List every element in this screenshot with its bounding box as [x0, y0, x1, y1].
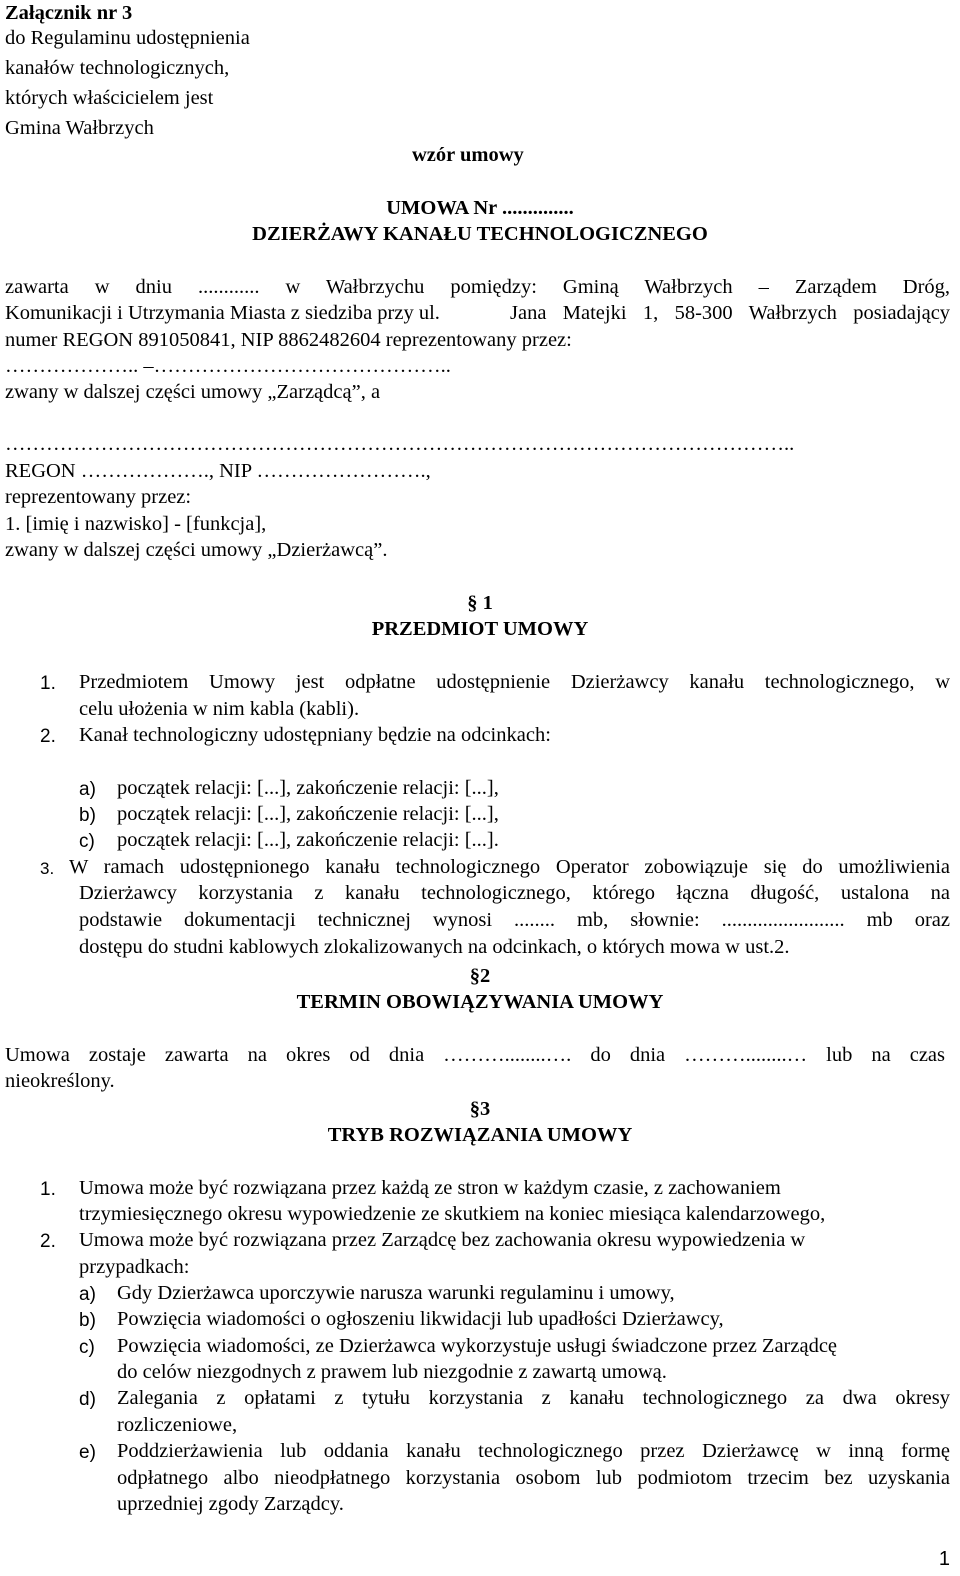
section3-item1-line2: trzymiesięcznego okresu wypowiedzenie ze skutkiem na koniec miesiąca kalendarzowego, — [79, 1203, 826, 1225]
list-number: 2. — [40, 1231, 56, 1252]
list-item: Powzięcia wiadomości, ze Dzierżawca wykorzystuje usługi świadczone przez Zarządcę — [117, 1335, 838, 1357]
section1-number: § 1 — [467, 592, 493, 614]
section3-item1-line1: Umowa może być rozwiązana przez każdą ze stron w każdym czasie, z zachowaniem — [79, 1177, 781, 1199]
page-number: 1 — [938, 1548, 950, 1570]
section3-title: TRYB ROZWIĄZANIA UMOWY — [327, 1124, 633, 1146]
header-line: kanałów technologicznych, — [5, 57, 230, 79]
intro-line5: zwany w dalszej części umowy „Zarządcą”, a — [5, 381, 381, 403]
list-number: 1. — [40, 1179, 56, 1200]
list-letter: b) — [79, 805, 96, 826]
list-number: 3. — [40, 859, 55, 878]
section1-title: PRZEDMIOT UMOWY — [371, 618, 589, 640]
list-item: Poddzierżawienia lub oddania kanału technologicznego przez Dzierżawcę w inną formę — [117, 1440, 950, 1462]
list-item: uprzedniej zgody Zarządcy. — [117, 1493, 344, 1515]
template-label: wzór umowy — [412, 144, 524, 166]
list-item: odpłatnego albo nieodpłatnego korzystania osobom lub podmiotom trzecim bez uzyskania — [117, 1467, 950, 1489]
intro-line2-right: Jana Matejki 1, 58-300 Wałbrzych posiadający — [510, 302, 951, 324]
contract-title-line1: UMOWA Nr .............. — [386, 197, 574, 219]
section1-item3-line3: podstawie dokumentacji technicznej wynosi ........ mb, słownie: ........................ mb oraz — [79, 909, 950, 931]
list-item: początek relacji: [...], zakończenie relacji: [...]. — [117, 829, 499, 851]
section1-item1-line2: celu ułożenia w nim kabla (kabli). — [79, 698, 360, 720]
list-number: 1. — [40, 673, 56, 694]
section1-item3-line1: W ramach udostępnionego kanału technologicznego Operator zobowiązuje się do umożliwienia — [69, 856, 950, 878]
list-item: Zalegania z opłatami z tytułu korzystania z kanału technologicznego za dwa okresy — [117, 1387, 950, 1409]
section3-item2-line2: przypadkach: — [79, 1256, 190, 1278]
list-item: początek relacji: [...], zakończenie relacji: [...], — [117, 803, 499, 825]
list-item: do celów niezgodnych z prawem lub niezgodnie z zawartą umową. — [117, 1361, 667, 1383]
intro-line3: numer REGON 891050841, NIP 8862482604 reprezentowany przez: — [5, 329, 572, 351]
section1-item1-line1: Przedmiotem Umowy jest odpłatne udostępnienie Dzierżawcy kanału technologicznego, w — [79, 671, 950, 693]
header-line: do Regulaminu udostępnienia — [5, 27, 250, 49]
section3-item2-line1: Umowa może być rozwiązana przez Zarządcę bez zachowania okresu wypowiedzenia w — [79, 1229, 806, 1251]
intro-line2: Komunikacji i Utrzymania Miasta z siedziba przy ul. — [5, 302, 440, 324]
list-item: początek relacji: [...], zakończenie relacji: [...], — [117, 777, 499, 799]
tenant-represented: reprezentowany przez: — [5, 486, 192, 508]
list-item: rozliczeniowe, — [117, 1414, 238, 1436]
section2-number: §2 — [469, 965, 491, 987]
section2-line1: Umowa zostaje zawarta na okres od dnia ………........…. do dnia ………........… lub na czas — [5, 1044, 945, 1066]
section3-number: §3 — [469, 1098, 491, 1120]
contract-title-line2: DZIERŻAWY KANAŁU TECHNOLOGICZNEGO — [252, 223, 708, 245]
list-letter: a) — [79, 779, 96, 800]
tenant-person: 1. [imię i nazwisko] - [funkcja], — [5, 513, 267, 535]
section1-item3-line4: dostępu do studni kablowych zlokalizowanych na odcinkach, o których mowa w ust.2. — [79, 936, 790, 958]
header-line: Gmina Wałbrzych — [5, 117, 154, 139]
header-line: których właścicielem jest — [5, 87, 214, 109]
list-item: Gdy Dzierżawca uporczywie narusza warunki regulaminu i umowy, — [117, 1282, 675, 1304]
attachment-title: Załącznik nr 3 — [5, 2, 133, 24]
list-letter: c) — [79, 1337, 95, 1358]
list-letter: e) — [79, 1442, 96, 1463]
section2-title: TERMIN OBOWIĄZYWANIA UMOWY — [296, 991, 664, 1013]
tenant-dots-line: …………………………………………………………………………………………………….. — [5, 433, 795, 455]
list-number: 2. — [40, 726, 56, 747]
section2-line2: nieokreślony. — [5, 1070, 115, 1092]
tenant-regon-line: REGON ………………., NIP ……………………., — [5, 460, 431, 482]
list-letter: d) — [79, 1389, 96, 1410]
section1-item3-line2: Dzierżawcy korzystania z kanału technologicznego, którego łączna długość, ustalona na — [79, 882, 950, 904]
list-letter: c) — [79, 831, 95, 852]
section1-item2-line1: Kanał technologiczny udostępniany będzie na odcinkach: — [79, 724, 551, 746]
list-letter: a) — [79, 1284, 96, 1305]
intro-line4: ……………….. –…………………………………….. — [5, 355, 451, 377]
list-letter: b) — [79, 1310, 96, 1331]
tenant-called: zwany w dalszej części umowy „Dzierżawcą”. — [5, 539, 388, 561]
list-item: Powzięcia wiadomości o ogłoszeniu likwidacji lub upadłości Dzierżawcy, — [117, 1308, 724, 1330]
intro-line1: zawarta w dniu ............ w Wałbrzychu pomiędzy: Gminą Wałbrzych – Zarządem Dróg, — [5, 276, 951, 298]
